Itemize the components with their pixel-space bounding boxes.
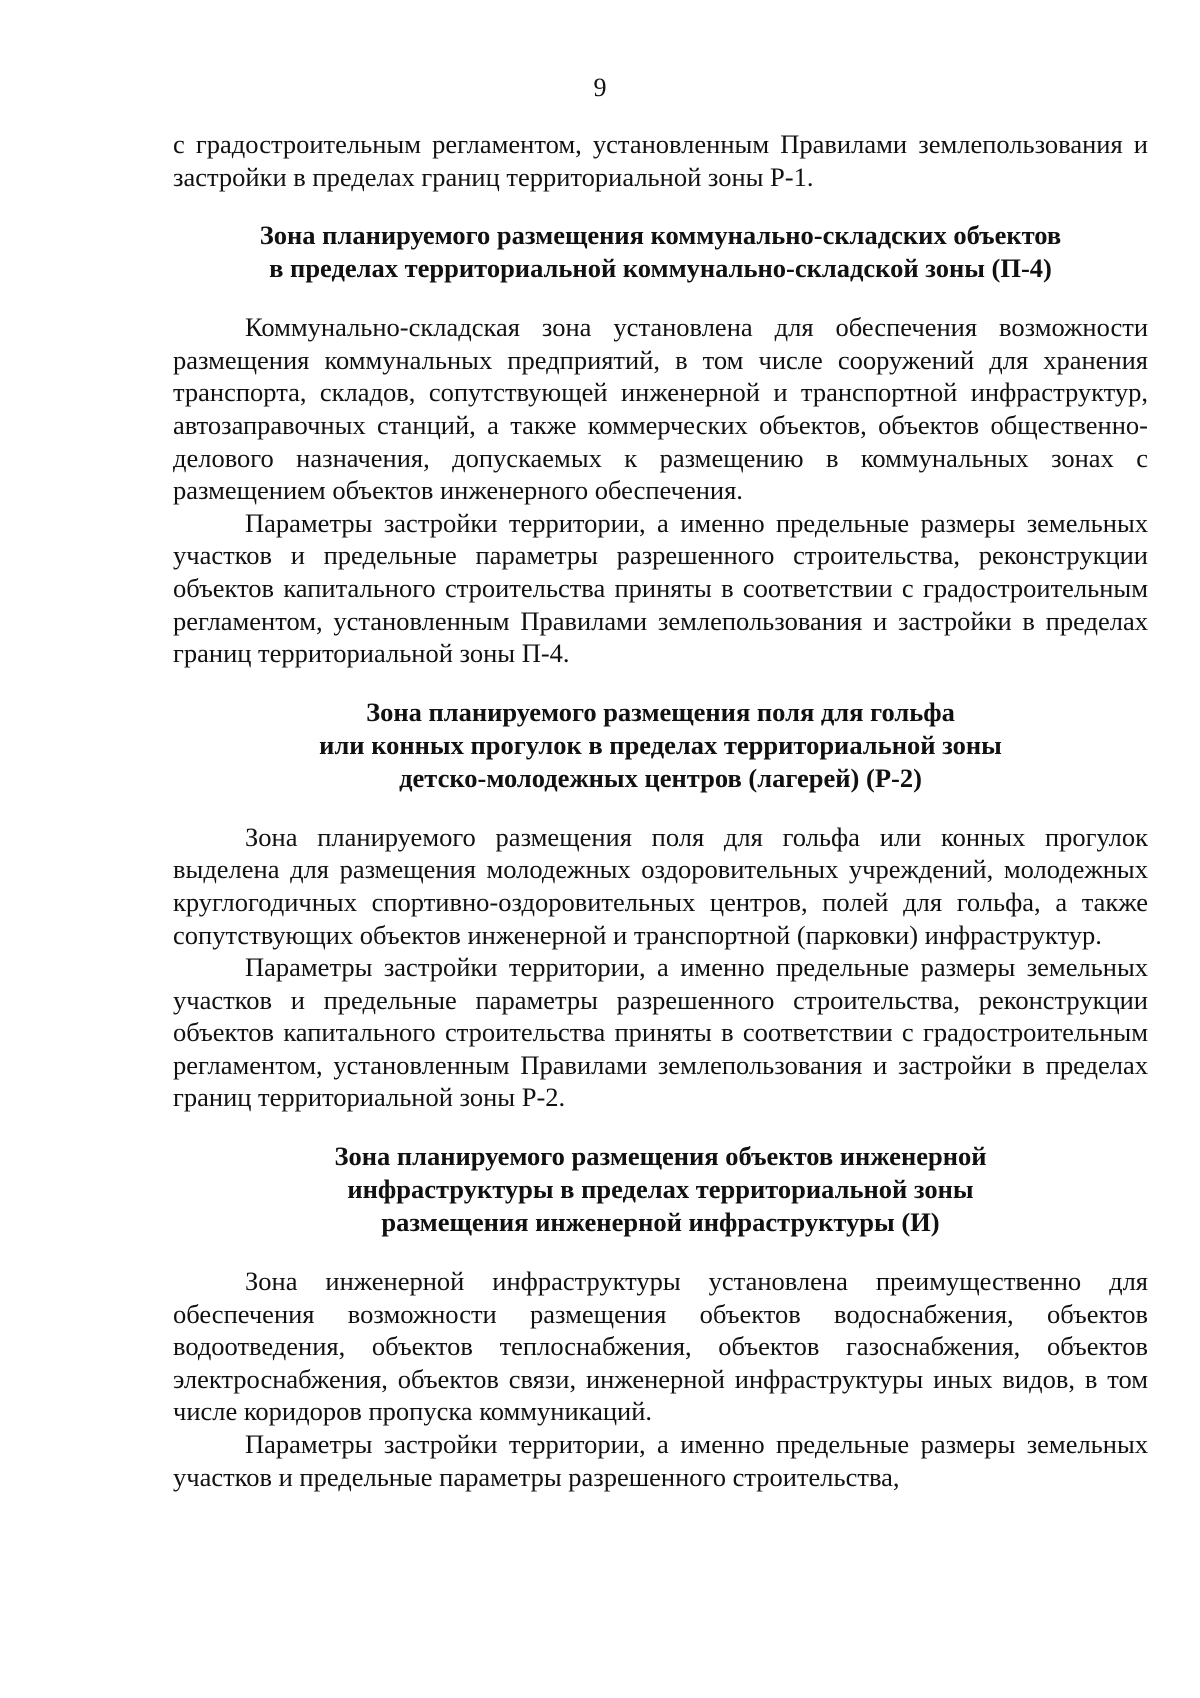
- section-heading: [173, 219, 1148, 285]
- body-paragraph: Зона инженерной инфраструктуры установлена преимущественно для обеспечения возможности размещения объектов водоснабжения, объектов водоотведения, объектов теплоснабжения, объектов газоснабжения, объектов электроснабжения, объектов связи, инженерной инфраструктуры иных видов, в том числе коридоров пропуска коммуникаций.: [173, 1266, 1148, 1427]
- section-p4: [173, 219, 1148, 670]
- heading-line: Зона планируемого размещения поля для гольфа: [366, 696, 955, 727]
- section-r2: [173, 696, 1148, 1114]
- heading-line: Зона планируемого размещения объектов инженерной: [334, 1141, 987, 1172]
- body-paragraph: Параметры застройки территории, а именно предельные размеры земельных участков и предельные параметры разрешенного строительства, реконструкции объектов капитального строительства приняты в соответствии с градостроительным регламентом, установленным Правилами землепользования и застройки в пределах границ территориальной зоны П-4.: [173, 507, 1148, 669]
- intro-continuation-paragraph: с градостроительным регламентом, установленным Правилами землепользования и застройки в пределах границ территориальной зоны Р-1.: [173, 129, 1148, 192]
- heading-line: Зона планируемого размещения коммунально-складских объектов: [259, 220, 1062, 251]
- section-i: [173, 1140, 1148, 1493]
- section-heading: [173, 696, 1148, 795]
- page-number: 9: [593, 73, 607, 102]
- heading-line: инфраструктуры в пределах территориальной зоны: [347, 1174, 974, 1205]
- body-paragraph: Коммунально-складская зона установлена для обеспечения возможности размещения коммунальных предприятий, в том числе сооружений для хранения транспорта, складов, сопутствующей инженерной и транспортной инфраструктур, автозаправочных станций, а также коммерческих объектов, объектов общественно-делового назначения, допускаемых к размещению в коммунальных зонах с размещением объектов инженерного обеспечения.: [173, 312, 1148, 506]
- body-paragraph: Параметры застройки территории, а именно предельные размеры земельных участков и предельные параметры разрешенного строительства, реконструкции объектов капитального строительства приняты в соответствии с градостроительным регламентом, установленным Правилами землепользования и застройки в пределах границ территориальной зоны Р-2.: [173, 952, 1148, 1113]
- heading-line: или конных прогулок в пределах территориальной зоны: [319, 729, 1002, 760]
- section-heading: [173, 1140, 1148, 1239]
- heading-line: размещения инженерной инфраструктуры (И): [381, 1207, 940, 1238]
- heading-line: в пределах территориальной коммунально-складской зоны (П-4): [269, 253, 1052, 284]
- page-content: [173, 128, 1148, 1493]
- body-paragraph: Зона планируемого размещения поля для гольфа или конных прогулок выделена для размещения молодежных оздоровительных учреждений, молодежных круглогодичных спортивно-оздоровительных центров, полей для гольфа, а также сопутствующих объектов инженерной и транспортной (парковки) инфраструктур.: [173, 821, 1148, 950]
- heading-line: детско-молодежных центров (лагерей) (Р-2): [399, 762, 922, 793]
- body-paragraph: Параметры застройки территории, а именно предельные размеры земельных участков и предельные параметры разрешенного строительства,: [173, 1429, 1148, 1492]
